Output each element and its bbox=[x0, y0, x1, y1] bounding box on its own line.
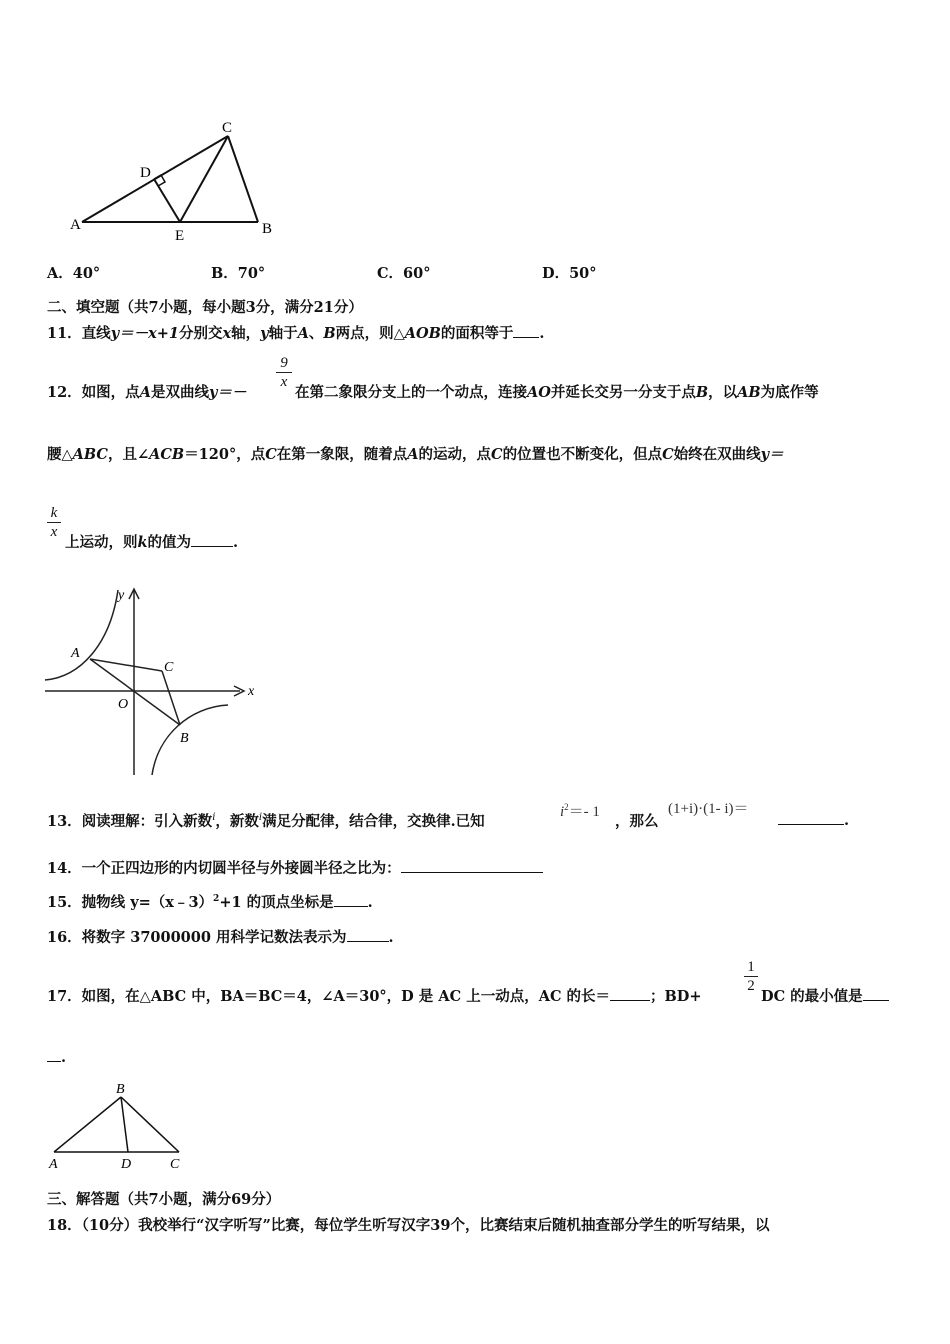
q15-text-b: +1 的顶点坐标是 bbox=[219, 894, 334, 911]
q12-answer-blank[interactable] bbox=[191, 532, 233, 547]
q11-answer-blank[interactable] bbox=[513, 323, 539, 338]
section-3-title: 三、解答题（共7小题，满分69分） bbox=[47, 1191, 281, 1208]
q15-exp: 2 bbox=[213, 894, 220, 905]
q11-aob: AOB bbox=[404, 325, 441, 342]
q12-fraction-k-over-x bbox=[47, 504, 61, 541]
label-A: A bbox=[49, 1157, 58, 1172]
q13-formula1-rest: ＝- 1 bbox=[568, 804, 600, 820]
q17-fraction-one-half bbox=[744, 958, 758, 995]
option-c: C．60° bbox=[377, 265, 431, 282]
q11-number: 11． bbox=[47, 325, 82, 342]
q12-l2-ABC: ABC bbox=[72, 446, 108, 463]
question-16 bbox=[47, 926, 394, 947]
q12-l1-AO: AO bbox=[527, 384, 551, 401]
q12-l2-c: ＝120°，点 bbox=[184, 446, 266, 463]
question-17 bbox=[47, 985, 702, 1006]
q12-l1-b: 是双曲线 bbox=[150, 384, 209, 401]
q13-text-d: ，那么 bbox=[615, 813, 659, 830]
q12-l1-eq: y＝－ bbox=[208, 384, 247, 401]
question-12-line-3 bbox=[65, 531, 238, 552]
question-17-line-2 bbox=[47, 1047, 66, 1066]
q13-text-a: 阅读理解：引入新数 bbox=[81, 813, 213, 830]
question-12-line-1 bbox=[47, 381, 246, 402]
q12-l3-k: k bbox=[137, 534, 148, 551]
q11-text-2: 分别交 bbox=[179, 325, 223, 342]
q12-l1-e: ，以 bbox=[708, 384, 738, 401]
question-14 bbox=[47, 857, 543, 878]
q12-l1-d: 并延长交另一分支于点 bbox=[550, 384, 696, 401]
q13-number: 13． bbox=[47, 813, 82, 830]
label-y: y bbox=[118, 588, 125, 603]
q14-answer-blank[interactable] bbox=[401, 858, 543, 873]
section-2-title: 二、填空题（共7小题，每小题3分，满分21分） bbox=[47, 299, 363, 316]
q13-text-c: 满足分配律，结合律，交换律.已知 bbox=[262, 813, 485, 830]
q12-l2-d: 在第一象限，随着点 bbox=[276, 446, 408, 463]
q17-text-c: DC 的最小值是 bbox=[761, 988, 863, 1005]
triangle-figure-q17 bbox=[44, 1080, 189, 1172]
q11-text-5: 、 bbox=[308, 325, 324, 342]
q12-frac2-num: k bbox=[50, 505, 58, 521]
q15-end: . bbox=[367, 894, 373, 911]
option-b: B．70° bbox=[211, 265, 266, 282]
q15-answer-blank[interactable] bbox=[334, 892, 368, 907]
q14-text: 14．一个正四边形的内切圆半径与外接圆半径之比为： bbox=[47, 860, 401, 877]
triangle-figure-q10 bbox=[62, 112, 292, 247]
label-C: C bbox=[164, 660, 174, 675]
q17-frac-num: 1 bbox=[747, 959, 755, 975]
label-D: D bbox=[121, 1157, 132, 1172]
q12-l2-A: A bbox=[407, 446, 419, 463]
q12-number: 12． bbox=[47, 384, 82, 401]
label-x: x bbox=[248, 684, 255, 699]
q12-l3-end: . bbox=[233, 534, 239, 551]
q16-answer-blank[interactable] bbox=[347, 927, 389, 942]
hyperbola-figure-q12 bbox=[40, 585, 270, 780]
q13-formula-product: (1+i)·(1- i)＝ bbox=[668, 801, 749, 817]
q12-fraction-9-over-x bbox=[276, 354, 292, 391]
label-C: C bbox=[170, 1157, 180, 1172]
label-D: D bbox=[140, 165, 151, 181]
q11-text-7: 的面积等于 bbox=[440, 325, 514, 342]
q12-l1-B: B bbox=[695, 384, 709, 401]
q12-l1-a: 如图，点 bbox=[81, 384, 140, 401]
q17-frac-den: 2 bbox=[747, 978, 755, 994]
q13-formula-i-squared bbox=[560, 800, 600, 821]
question-18: 18．（10分）我校举行“汉字听写”比赛，每位学生听写汉字39个，比赛结束后随机抽查部分学生的听写结果，以 bbox=[47, 1217, 770, 1234]
q13-answer-blank[interactable] bbox=[778, 810, 844, 825]
q12-l1-AB: AB bbox=[737, 384, 761, 401]
q12-l2-f: 的位置也不断变化，但点 bbox=[502, 446, 663, 463]
question-12-line-1b bbox=[295, 381, 819, 402]
q12-l2-g: 始终在双曲线 bbox=[673, 446, 761, 463]
q12-l2-e: 的运动，点 bbox=[418, 446, 492, 463]
label-A: A bbox=[70, 217, 81, 233]
label-B: B bbox=[180, 731, 189, 746]
q17-answer-blank-2[interactable] bbox=[863, 986, 889, 1001]
q11-y: y bbox=[260, 325, 269, 342]
q12-frac1-den: x bbox=[280, 374, 288, 390]
q12-l2-C: C bbox=[265, 446, 277, 463]
q11-text-4: 轴于 bbox=[268, 325, 298, 342]
label-B: B bbox=[116, 1082, 125, 1097]
option-d: D．50° bbox=[542, 265, 597, 282]
q17-answer-blank-1[interactable] bbox=[610, 986, 650, 1001]
q12-l2-b: ，且∠ bbox=[107, 446, 150, 463]
q13-i1: i bbox=[212, 812, 216, 824]
q12-frac2-den: x bbox=[50, 524, 58, 540]
q11-text-6: 两点，则△ bbox=[335, 325, 405, 342]
q11-text-3: 轴， bbox=[231, 325, 261, 342]
label-E: E bbox=[175, 228, 185, 244]
question-17-part-2 bbox=[761, 985, 889, 1006]
q12-l3-a: 上运动，则 bbox=[65, 534, 138, 551]
q12-frac1-num: 9 bbox=[280, 355, 288, 371]
q13-text-b: ，新数 bbox=[215, 813, 259, 830]
q13-end: . bbox=[844, 812, 850, 829]
q11-end: . bbox=[539, 325, 545, 342]
q11-equation: y＝－x+1 bbox=[110, 325, 179, 342]
q12-l2-C3: C bbox=[662, 446, 674, 463]
question-15 bbox=[47, 891, 373, 912]
q15-text-a: 15．抛物线 y=（x﹣3） bbox=[47, 894, 214, 911]
q13-formula1-base: i bbox=[560, 804, 565, 820]
q17-line2-end: . bbox=[61, 1049, 67, 1066]
label-O: O bbox=[118, 697, 129, 712]
q13-i2: i bbox=[258, 812, 263, 824]
q11-x: x bbox=[222, 325, 232, 342]
q12-l2-C2: C bbox=[491, 446, 503, 463]
q12-l1-A: A bbox=[139, 384, 151, 401]
q16-end: . bbox=[388, 929, 394, 946]
label-C: C bbox=[222, 120, 233, 136]
q17-text-b: ；BD+ bbox=[650, 988, 702, 1005]
q12-l2-ACB: ACB bbox=[149, 446, 185, 463]
q16-text: 16．将数字 37000000 用科学记数法表示为 bbox=[47, 929, 347, 946]
q11-text-1: 直线 bbox=[81, 325, 111, 342]
q13-answer bbox=[778, 810, 849, 829]
label-B: B bbox=[262, 221, 273, 237]
question-12-line-2 bbox=[47, 443, 784, 464]
q12-l3-b: 的值为 bbox=[147, 534, 192, 551]
question-11 bbox=[47, 322, 544, 343]
q13-formula1-exp: 2 bbox=[564, 802, 569, 812]
q12-l2-y: y＝ bbox=[760, 446, 784, 463]
q12-l1-f: 为底作等 bbox=[760, 384, 819, 401]
option-a: A．40° bbox=[47, 265, 101, 282]
q17-text-a: 17．如图，在△ABC 中，BA＝BC＝4，∠A＝30°，D 是 AC 上一动点，AC 的长＝ bbox=[47, 988, 611, 1005]
q11-point-b: B bbox=[323, 325, 336, 342]
question-13 bbox=[47, 810, 485, 831]
q17-answer-blank-2-cont[interactable] bbox=[47, 1047, 61, 1062]
q12-l1-c: 在第二象限分支上的一个动点，连接 bbox=[295, 384, 527, 401]
label-A: A bbox=[71, 646, 80, 661]
q12-l2-a: 腰△ bbox=[47, 446, 73, 463]
q11-point-a: A bbox=[297, 325, 309, 342]
